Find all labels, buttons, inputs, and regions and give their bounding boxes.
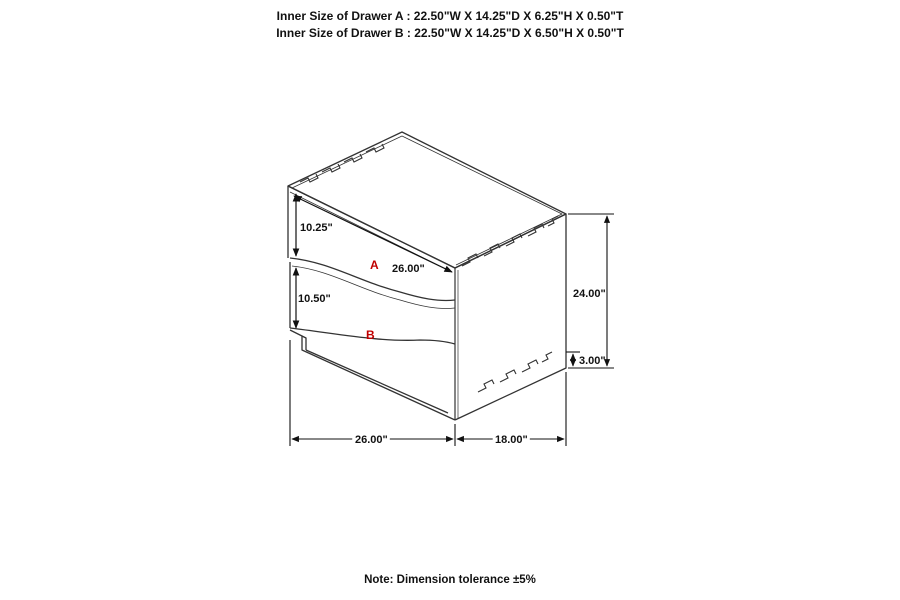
drawer-b-label: B	[366, 328, 375, 342]
base-height-label: 3.00"	[579, 355, 606, 367]
total-height-label: 24.00"	[573, 288, 606, 300]
drawer-b-inner-size: Inner Size of Drawer B : 22.50"W X 14.25"D X 6.50"H X 0.50"T	[276, 26, 624, 40]
depth-label: 18.00"	[495, 434, 528, 446]
width-label: 26.00"	[355, 434, 388, 446]
drawer-b-height-label: 10.50"	[298, 293, 331, 305]
cabinet-outline	[288, 132, 566, 420]
drawer-a-width-label: 26.00"	[392, 263, 425, 275]
drawer-a-inner-size: Inner Size of Drawer A : 22.50"W X 14.25"D X 6.25"H X 0.50"T	[276, 9, 624, 23]
tolerance-note: Note: Dimension tolerance ±5%	[364, 574, 536, 586]
drawer-a-label: A	[370, 258, 379, 272]
finger-joint-detail	[300, 144, 558, 392]
dimension-base-height	[566, 352, 580, 366]
drawer-a-height-label: 10.25"	[300, 222, 333, 234]
